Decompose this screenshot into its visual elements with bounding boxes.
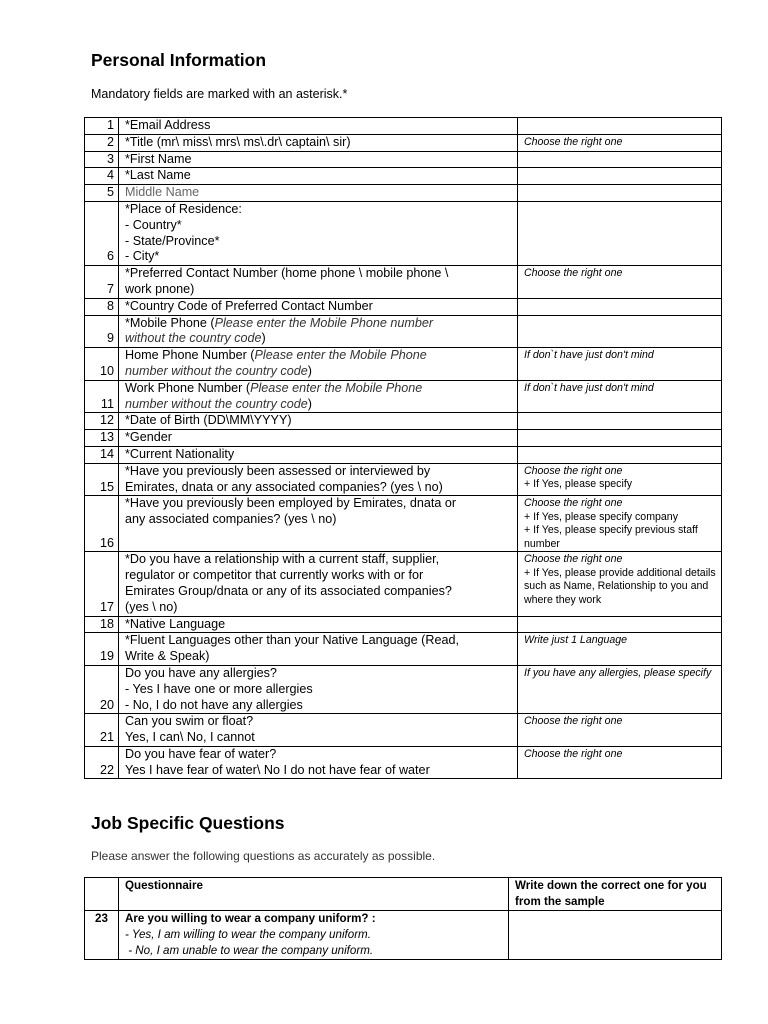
job-header-num (85, 878, 119, 911)
table-row (85, 746, 722, 779)
table-row (85, 665, 722, 713)
job-question-cell (119, 911, 509, 960)
field-label (119, 380, 518, 413)
field-label-line (125, 331, 517, 347)
answer-cell[interactable] (518, 616, 722, 633)
field-label (119, 168, 518, 185)
answer-hint: + If Yes, please specify company (524, 510, 678, 523)
answer-hint: Choose the right one (524, 747, 623, 760)
field-label (119, 151, 518, 168)
answer-cell[interactable] (518, 380, 722, 413)
field-label (119, 616, 518, 633)
answer-cell[interactable] (518, 298, 722, 315)
answer-cell[interactable] (518, 446, 722, 463)
job-header-questionnaire: Questionnaire (119, 878, 509, 911)
field-label (119, 201, 518, 265)
field-label-line: (yes \ no) (125, 599, 178, 614)
answer-cell[interactable] (518, 266, 722, 299)
field-label-prefix: Work Phone Number ( (125, 380, 251, 395)
field-label (119, 298, 518, 315)
table-row (85, 168, 722, 185)
row-number: 15 (85, 463, 119, 496)
field-label (119, 413, 518, 430)
answer-cell[interactable] (518, 714, 722, 747)
field-label-line: *Date of Birth (DD\MM\YYYY) (125, 413, 292, 428)
field-label (119, 430, 518, 447)
table-row (85, 134, 722, 151)
section-title-personal-information: Personal Information (91, 50, 267, 70)
answer-hint: Choose the right one (524, 267, 623, 280)
answer-cell[interactable] (518, 168, 722, 185)
field-label-line: *Current Nationality (125, 446, 235, 461)
field-label-line: Yes I have fear of water\ No I do not have fear of water (125, 762, 430, 777)
table-row (85, 496, 722, 552)
field-label-suffix: ) (307, 363, 312, 378)
answer-cell[interactable] (518, 118, 722, 135)
job-option: - Yes, I am willing to wear the company uniform. (125, 928, 371, 941)
answer-cell[interactable] (518, 463, 722, 496)
answer-hint: If you have any allergies, please specify (524, 666, 712, 679)
table-row (85, 616, 722, 633)
answer-cell[interactable] (518, 496, 722, 552)
table-row (85, 380, 722, 413)
job-question-row (85, 911, 722, 960)
field-label (119, 714, 518, 747)
table-row (85, 552, 722, 616)
job-questions-note: Please answer the following questions as accurately as possible. (91, 849, 436, 863)
answer-hint: Choose the right one (524, 715, 623, 728)
field-label-prefix: *Mobile Phone ( (125, 315, 215, 330)
answer-cell[interactable] (518, 746, 722, 779)
field-label-line: regulator or competitor that currently works with or for (125, 568, 424, 583)
field-label-instruction: number without the country code (125, 396, 308, 411)
field-label-line (125, 364, 517, 380)
field-label-instruction: number without the country code (125, 363, 308, 378)
table-row (85, 118, 722, 135)
field-label (119, 496, 518, 552)
field-label-line: Emirates, dnata or any associated companies? (yes \ no) (125, 479, 443, 494)
field-label (119, 552, 518, 616)
row-number: 22 (85, 746, 119, 779)
answer-cell[interactable] (518, 201, 722, 265)
row-number: 12 (85, 413, 119, 430)
field-label-line: Can you swim or float? (125, 714, 254, 729)
table-row (85, 446, 722, 463)
field-label-line: - City* (125, 249, 160, 264)
field-label-line: *Gender (125, 430, 172, 445)
field-label-line: - State/Province* (125, 233, 220, 248)
field-label-line: *First Name (125, 151, 192, 166)
row-number: 17 (85, 552, 119, 616)
field-label (119, 665, 518, 713)
row-number: 5 (85, 185, 119, 202)
table-row (85, 315, 722, 348)
row-number: 4 (85, 168, 119, 185)
table-row (85, 714, 722, 747)
field-label-line (125, 316, 517, 332)
job-questions-table (84, 877, 722, 960)
field-label-line: *Preferred Contact Number (home phone \ mobile phone \ (125, 266, 449, 281)
row-number: 7 (85, 266, 119, 299)
field-label-line: Do you have any allergies? (125, 665, 277, 680)
table-row (85, 413, 722, 430)
table-row (85, 266, 722, 299)
table-row (85, 151, 722, 168)
field-label-line: *Title (mr\ miss\ mrs\ ms\.dr\ captain\ sir) (125, 134, 351, 149)
section-title-job-specific-questions: Job Specific Questions (91, 813, 285, 833)
field-label (119, 266, 518, 299)
answer-hint: + If Yes, please provide additional details such as Name, Relationship to you and where they work (524, 566, 716, 606)
field-label (119, 463, 518, 496)
field-label-line: Do you have fear of water? (125, 746, 277, 761)
field-label-line (125, 348, 517, 364)
field-label-line (125, 397, 517, 413)
job-header-answer: Write down the correct one for you from the sample (509, 878, 722, 911)
field-label (119, 185, 518, 202)
row-number: 8 (85, 298, 119, 315)
field-label (119, 746, 518, 779)
answer-cell[interactable] (518, 430, 722, 447)
answer-hint: Write just 1 Language (524, 634, 628, 647)
field-label-line: *Email Address (125, 118, 211, 132)
personal-information-table (84, 117, 722, 779)
field-label-line: Emirates Group/dnata or any of its associated companies? (125, 583, 452, 598)
answer-cell[interactable] (518, 185, 722, 202)
field-label (119, 134, 518, 151)
field-label-instruction: Please enter the Mobile Phone (250, 380, 423, 395)
field-label-line: *Country Code of Preferred Contact Number (125, 298, 373, 313)
table-row (85, 201, 722, 265)
row-number: 14 (85, 446, 119, 463)
row-number: 10 (85, 348, 119, 381)
answer-cell[interactable] (518, 633, 722, 666)
table-row (85, 463, 722, 496)
field-label-line: Middle Name (125, 185, 200, 200)
answer-hint: Choose the right one (524, 553, 623, 566)
field-label-line: *Have you previously been employed by Emirates, dnata or (125, 496, 457, 511)
job-question-text: Are you willing to wear a company uniform? : (125, 912, 376, 925)
row-number: 6 (85, 201, 119, 265)
field-label-suffix: ) (307, 396, 312, 411)
answer-cell[interactable] (518, 665, 722, 713)
field-label-instruction: without the country code (125, 331, 262, 346)
row-number: 3 (85, 151, 119, 168)
field-label-line: any associated companies? (yes \ no) (125, 512, 337, 527)
field-label (119, 118, 518, 135)
field-label (119, 633, 518, 666)
answer-hint: Choose the right one (524, 135, 623, 148)
field-label-line: - No, I do not have any allergies (125, 697, 303, 712)
field-label-line: *Place of Residence: (125, 201, 242, 216)
field-label-line: *Have you previously been assessed or interviewed by (125, 463, 431, 478)
row-number: 13 (85, 430, 119, 447)
field-label-line: *Do you have a relationship with a current staff, supplier, (125, 552, 440, 567)
row-number: 18 (85, 616, 119, 633)
field-label-suffix: ) (261, 331, 266, 346)
field-label-line: - Country* (125, 217, 182, 232)
answer-cell[interactable] (518, 315, 722, 348)
row-number: 19 (85, 633, 119, 666)
answer-hint: If don`t have just don't mind (524, 349, 654, 362)
answer-cell[interactable] (518, 413, 722, 430)
field-label (119, 446, 518, 463)
answer-hint: + If Yes, please specify (524, 478, 633, 491)
field-label-line: Yes, I can\ No, I cannot (125, 730, 255, 745)
field-label-prefix: Home Phone Number ( (125, 348, 255, 363)
answer-cell[interactable] (518, 552, 722, 616)
table-row (85, 185, 722, 202)
table-row (85, 348, 722, 381)
row-number: 2 (85, 134, 119, 151)
answer-hint: Choose the right one (524, 464, 623, 477)
field-label-line: *Last Name (125, 168, 191, 183)
job-option: - No, I am unable to wear the company uniform. (125, 944, 374, 957)
row-number: 11 (85, 380, 119, 413)
field-label-instruction: Please enter the Mobile Phone number (214, 315, 434, 330)
row-number: 23 (85, 911, 119, 960)
table-row (85, 633, 722, 666)
job-answer-input[interactable] (509, 911, 722, 960)
field-label-line: work pnone) (125, 281, 195, 296)
answer-cell[interactable] (518, 348, 722, 381)
field-label-instruction: Please enter the Mobile Phone (254, 348, 427, 363)
field-label-line (125, 381, 517, 397)
field-label-line: - Yes I have one or more allergies (125, 681, 313, 696)
table-row (85, 430, 722, 447)
row-number: 1 (85, 118, 119, 135)
job-table-header-row (85, 878, 722, 911)
field-label-line: Write & Speak) (125, 649, 210, 664)
row-number: 9 (85, 315, 119, 348)
field-label (119, 315, 518, 348)
answer-hint: + If Yes, please specify previous staff number (524, 524, 698, 550)
answer-cell[interactable] (518, 134, 722, 151)
answer-hint: Choose the right one (524, 497, 623, 510)
row-number: 16 (85, 496, 119, 552)
field-label-line: *Fluent Languages other than your Native Language (Read, (125, 633, 459, 648)
table-row (85, 298, 722, 315)
answer-hint: If don`t have just don't mind (524, 381, 654, 394)
field-label (119, 348, 518, 381)
row-number: 21 (85, 714, 119, 747)
row-number: 20 (85, 665, 119, 713)
mandatory-note: Mandatory fields are marked with an asterisk.* (91, 87, 348, 101)
field-label-line: *Native Language (125, 616, 226, 631)
answer-cell[interactable] (518, 151, 722, 168)
